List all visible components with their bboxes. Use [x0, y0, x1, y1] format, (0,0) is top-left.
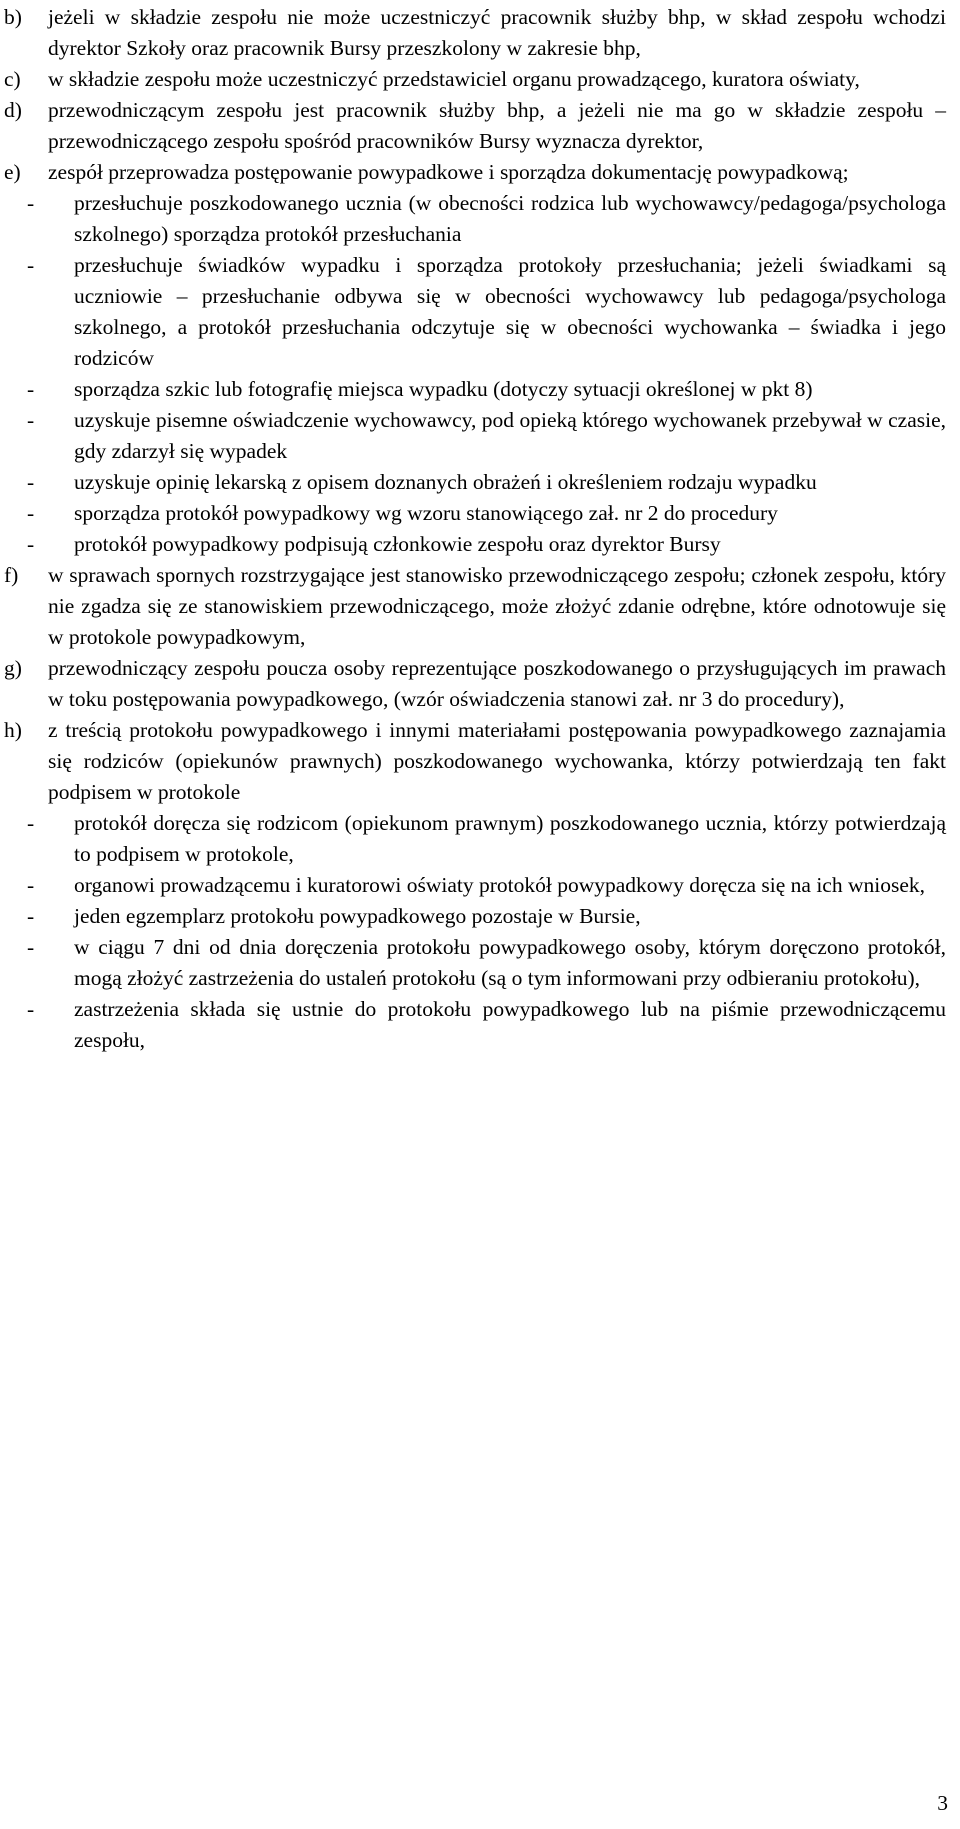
list-item-marker: h): [4, 718, 22, 742]
sublist-item-text: organowi prowadzącemu i kuratorowi oświaty protokół powypadkowy doręcza się na ich wniosek,: [74, 873, 926, 897]
sublist-item: [4, 374, 946, 405]
sublist-dash: -: [27, 904, 35, 928]
list-item-text: przewodniczący zespołu poucza osoby reprezentujące poszkodowanego o przysługujących im prawach w toku postępowania powypadkowego, (wzór oświadczenia stanowi zał. nr 3 do procedury),: [48, 656, 946, 711]
sublist-dash: -: [27, 253, 35, 277]
sublist-dash: -: [27, 191, 35, 215]
list-item-marker: g): [4, 656, 22, 680]
sublist-dash: -: [27, 935, 35, 959]
list-item-text: jeżeli w składzie zespołu nie może uczestniczyć pracownik służby bhp, w skład zespołu wchodzi dyrektor Szkoły oraz pracownik Bursy przeszkolony w zakresie bhp,: [48, 5, 946, 60]
sublist-item: [4, 498, 946, 529]
sublist-dash: -: [27, 873, 35, 897]
sublist-dash: -: [27, 377, 35, 401]
sublist-item-text: przesłuchuje poszkodowanego ucznia (w obecności rodzica lub wychowawcy/pedagoga/psychologa szkolnego) sporządza protokół przesłuchania: [74, 191, 946, 246]
sublist-dash: -: [27, 470, 35, 494]
list-item: [4, 653, 946, 715]
procedure-list: [4, 2, 946, 1056]
sublist-dash: -: [27, 501, 35, 525]
list-item-text: w sprawach spornych rozstrzygające jest stanowisko przewodniczącego zespołu; członek zespołu, który nie zgadza się ze stanowiskiem przewodniczącego, może złożyć zdanie odrębne, które odnotowuje się w protokole powypadkowym,: [48, 563, 946, 649]
sublist-item-text: przesłuchuje świadków wypadku i sporządza protokoły przesłuchania; jeżeli świadkami są uczniowie – przesłuchanie odbywa się w obecności wychowawcy lub pedagoga/psychologa szkolnego, a protokół przesłuchania odczytuje się w obecności wychowanka – świadka i jego rodziców: [74, 253, 946, 370]
sublist-item-text: jeden egzemplarz protokołu powypadkowego pozostaje w Bursie,: [74, 904, 641, 928]
sublist-item: [4, 405, 946, 467]
sublist-item-text: uzyskuje pisemne oświadczenie wychowawcy, pod opieką którego wychowanek przebywał w czasie, gdy zdarzył się wypadek: [74, 408, 946, 463]
list-item: [4, 157, 946, 560]
sublist-item-text: w ciągu 7 dni od dnia doręczenia protokołu powypadkowego osoby, którym doręczono protokół, mogą złożyć zastrzeżenia do ustaleń protokołu (są o tym informowani przy odbieraniu protokołu),: [74, 935, 946, 990]
sublist-dash: -: [27, 408, 35, 432]
list-item-marker: e): [4, 160, 21, 184]
sublist: [27, 188, 946, 560]
list-item: [4, 64, 946, 95]
list-item: [4, 715, 946, 1056]
list-item: [4, 2, 946, 64]
sublist-item: [4, 994, 946, 1056]
list-item: [4, 560, 946, 653]
page-number: 3: [937, 1791, 948, 1815]
sublist: [27, 808, 946, 1056]
list-item-text: w składzie zespołu może uczestniczyć przedstawiciel organu prowadzącego, kuratora oświaty,: [48, 67, 860, 91]
list-item-marker: d): [4, 98, 22, 122]
sublist-item: [4, 901, 946, 932]
list-item-marker: f): [4, 563, 19, 587]
sublist-item-text: zastrzeżenia składa się ustnie do protokołu powypadkowego lub na piśmie przewodniczącemu zespołu,: [74, 997, 946, 1052]
list-item-text: zespół przeprowadza postępowanie powypadkowe i sporządza dokumentację powypadkową;: [48, 160, 849, 184]
list-item-marker: c): [4, 67, 21, 91]
sublist-item: [4, 529, 946, 560]
list-item-marker: b): [4, 5, 22, 29]
list-item-text: przewodniczącym zespołu jest pracownik służby bhp, a jeżeli nie ma go w składzie zespołu – przewodniczącego zespołu spośród pracowników Bursy wyznacza dyrektor,: [48, 98, 946, 153]
sublist-item-text: uzyskuje opinię lekarską z opisem doznanych obrażeń i określeniem rodzaju wypadku: [74, 470, 817, 494]
sublist-item-text: sporządza protokół powypadkowy wg wzoru stanowiącego zał. nr 2 do procedury: [74, 501, 778, 525]
list-item-text: z treścią protokołu powypadkowego i innymi materiałami postępowania powypadkowego zaznajamia się rodziców (opiekunów prawnych) poszkodowanego wychowanka, którzy potwierdzają ten fakt podpisem w protokole: [48, 718, 946, 804]
sublist-item: [4, 932, 946, 994]
sublist-dash: -: [27, 811, 35, 835]
list-item: [4, 95, 946, 157]
sublist-dash: -: [27, 997, 35, 1021]
sublist-item: [4, 188, 946, 250]
sublist-dash: -: [27, 532, 35, 556]
sublist-item-text: protokół powypadkowy podpisują członkowie zespołu oraz dyrektor Bursy: [74, 532, 721, 556]
sublist-item-text: protokół doręcza się rodzicom (opiekunom prawnym) poszkodowanego ucznia, którzy potwierdzają to podpisem w protokole,: [74, 811, 946, 866]
sublist-item: [4, 870, 946, 901]
sublist-item-text: sporządza szkic lub fotografię miejsca wypadku (dotyczy sytuacji określonej w pkt 8): [74, 377, 813, 401]
sublist-item: [4, 808, 946, 870]
sublist-item: [4, 250, 946, 374]
sublist-item: [4, 467, 946, 498]
